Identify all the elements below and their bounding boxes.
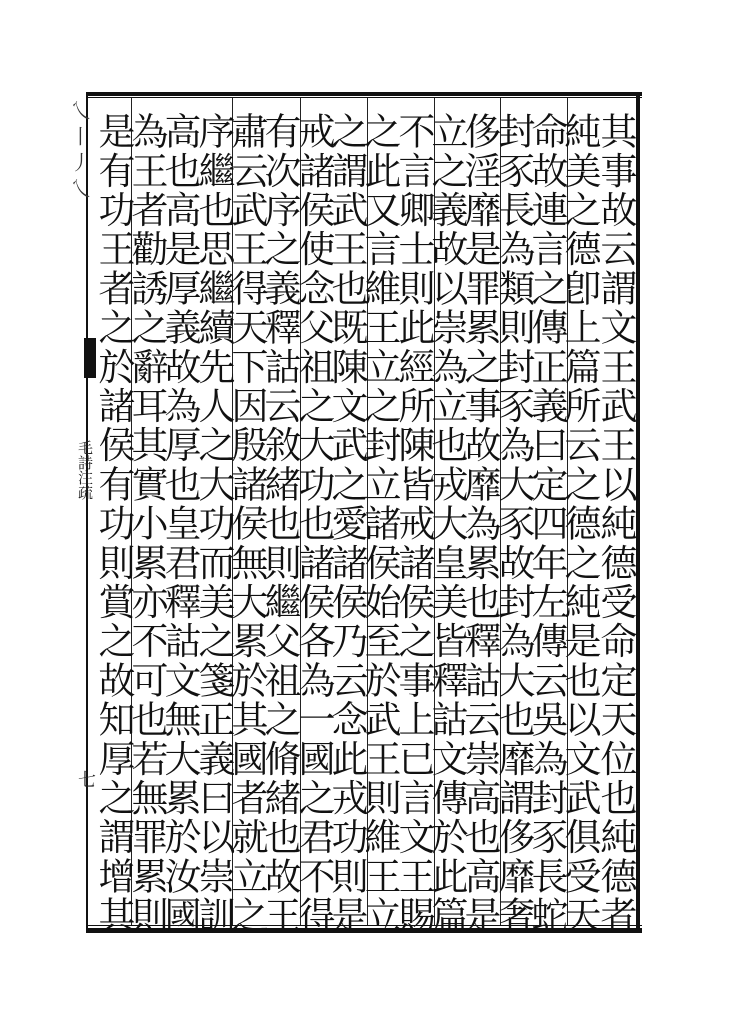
text-column: 高也高是厚義故為厚也皇君釋詁文無大累於汝國	[158, 112, 201, 936]
text-column: 為王者勸誘之辭耳其實小累亦不可也若無罪累則	[125, 112, 168, 936]
margin-leaf-number: 七	[75, 770, 96, 788]
text-column: 有次序之義釋詁云敘緒也則繼父祖之脩緒也故王	[258, 112, 301, 936]
text-column: 是有功王者之於諸侯有功則賞之故知厚之謂增其	[92, 112, 135, 936]
text-column: 侈淫靡是罪累之事故靡為累也釋詁云崇高也高是	[458, 112, 501, 936]
text-column: 不言卿士則此經所陳皆戒諸侯之事上已言文王賜	[392, 112, 435, 936]
margin-top-mark: 乀丨丿乀	[67, 100, 91, 204]
text-column: 其事故云謂文王武王以純德受命定天位也純德者	[594, 112, 637, 936]
text-column: 立之義故以崇為立也戎大皇美皆釋詁文傳於此篇	[425, 112, 468, 936]
page-frame-left	[86, 92, 88, 933]
text-column: 純美之德卽上篇所云之德之純是也以文武俱受天	[558, 112, 601, 936]
text-column: 之謂武王也既陳文武之愛諸侯乃云念此戎功則是	[325, 112, 368, 936]
text-column: 封豕長為類則封豕為大豕故封為大也靡謂侈靡奢	[492, 112, 535, 936]
text-column: 序繼也思繼續先人之大功而美之箋正義曰以崇訓	[192, 112, 235, 936]
text-column: 命故連言之傳正義曰定四年左傳云吳為封豕長蛇	[525, 112, 568, 936]
text-column: 之此又言維王立之封立諸侯始至於武王則維王立	[358, 112, 401, 936]
text-column: 戒諸侯使念父祖之大功也諸侯各為一國之君不得	[292, 112, 335, 936]
margin-book-title: 毛詩注疏	[76, 440, 94, 500]
text-column: 肅云武王得天下因殷諸侯無大累於其國者就立之	[225, 112, 268, 936]
page-frame-top	[86, 92, 642, 98]
